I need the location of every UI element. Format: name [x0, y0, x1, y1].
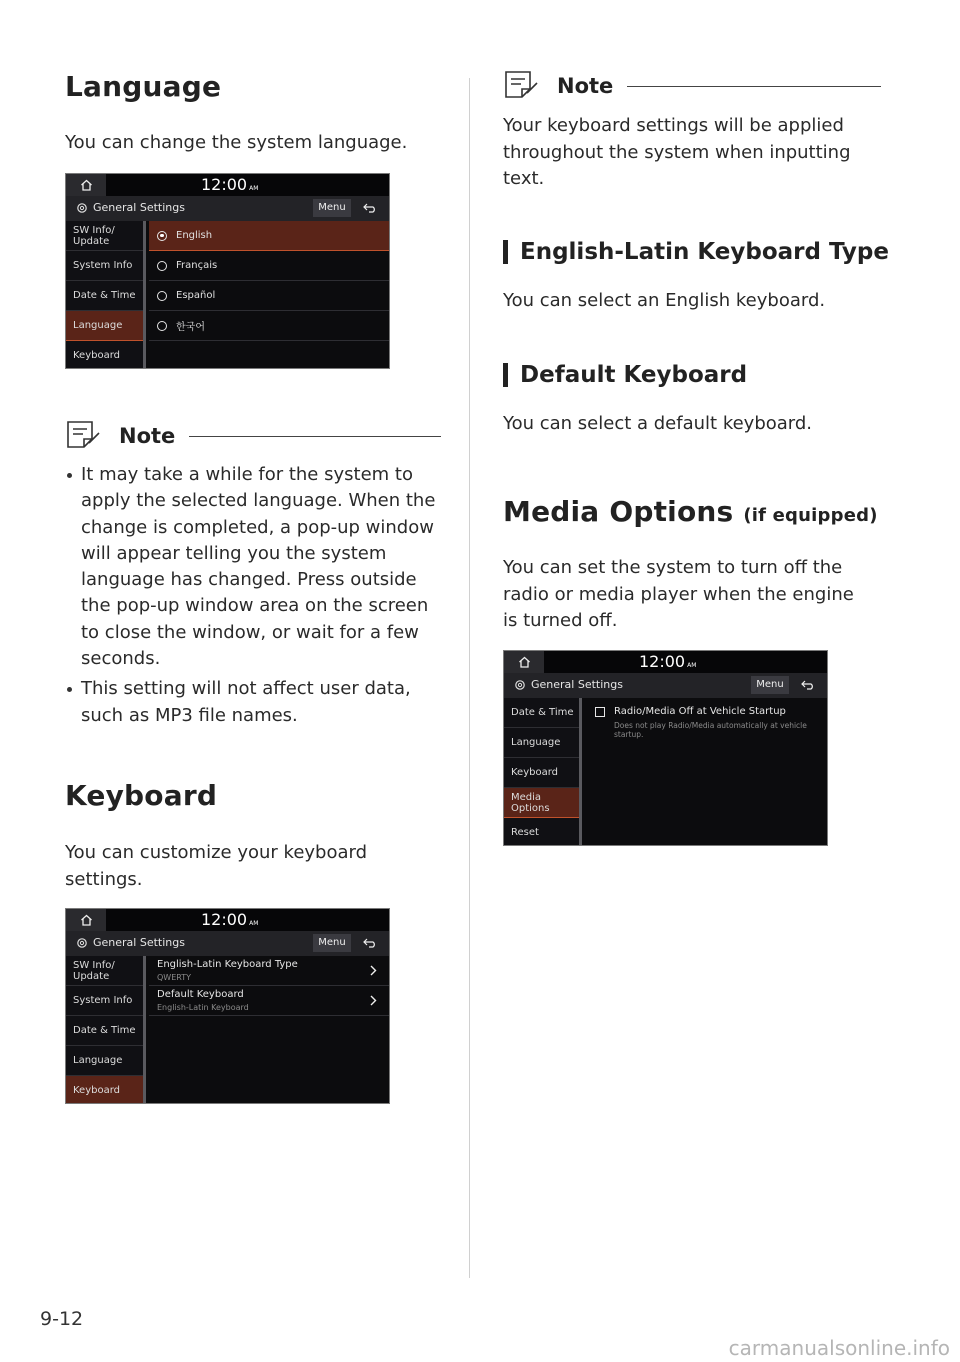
- media-options-list: [585, 698, 828, 846]
- sidebar-item-keyboard[interactable]: Keyboard: [66, 341, 143, 369]
- note-label: Note: [119, 424, 176, 448]
- home-icon: [80, 179, 93, 191]
- heading-bar: [503, 240, 508, 264]
- back-icon: [801, 680, 815, 690]
- screen-title: General Settings: [93, 936, 185, 949]
- sidebar-item-date-time[interactable]: Date & Time: [66, 281, 143, 311]
- screen-title: General Settings: [93, 201, 185, 214]
- chevron-right-icon: [370, 995, 377, 1006]
- radio-icon: [157, 321, 167, 331]
- media-options-heading: Media Options (if equipped): [503, 495, 878, 528]
- language-option-korean[interactable]: 한국어: [149, 311, 390, 341]
- sidebar-item-sw-info[interactable]: SW Info/ Update: [66, 956, 143, 986]
- language-option-spanish[interactable]: Español: [149, 281, 390, 311]
- gear-icon: [76, 937, 88, 949]
- screen-sidebar: [504, 698, 582, 846]
- default-keyboard-body: You can select a default keyboard.: [503, 413, 813, 434]
- sidebar-item-media-options[interactable]: Media Options: [504, 788, 579, 818]
- language-options-list: [149, 221, 390, 369]
- chevron-right-icon: [370, 965, 377, 976]
- keyboard-settings-screen: [65, 908, 390, 1104]
- screen-header: [66, 196, 389, 221]
- radio-icon: [157, 291, 167, 301]
- column-divider: [469, 78, 470, 1278]
- menu-button[interactable]: Menu: [313, 199, 351, 217]
- sidebar-item-sw-info[interactable]: SW Info/ Update: [66, 221, 143, 251]
- sidebar-item-system-info[interactable]: System Info: [66, 251, 143, 281]
- note-icon: [503, 69, 539, 103]
- sidebar-item-date-time[interactable]: Date & Time: [504, 698, 579, 728]
- default-keyboard-heading: Default Keyboard: [503, 362, 747, 388]
- back-button[interactable]: [355, 199, 385, 217]
- heading-bar: [503, 363, 508, 387]
- screen-sidebar: [66, 956, 146, 1104]
- note-body-right: Your keyboard settings will be applied throughout the system when inputting text.: [503, 115, 851, 189]
- media-options-screen: [503, 650, 828, 846]
- language-option-english[interactable]: English: [149, 221, 390, 251]
- screen-sidebar: [66, 221, 146, 369]
- home-button[interactable]: [504, 651, 544, 673]
- menu-button[interactable]: Menu: [313, 934, 351, 952]
- gear-icon: [76, 202, 88, 214]
- screen-header: [66, 931, 389, 956]
- sidebar-item-language[interactable]: Language: [504, 728, 579, 758]
- gear-icon: [514, 679, 526, 691]
- page-number: 9-12: [40, 1308, 84, 1330]
- language-body: You can change the system language.: [65, 132, 408, 153]
- language-heading: Language: [65, 70, 222, 103]
- back-button[interactable]: [355, 934, 385, 952]
- keyboard-body: You can customize your keyboard settings.: [65, 842, 368, 890]
- note-rule: [189, 436, 441, 437]
- home-button[interactable]: [66, 174, 106, 196]
- english-latin-body: You can select an English keyboard.: [503, 290, 826, 311]
- radio-icon: [157, 261, 167, 271]
- note-icon: [65, 419, 101, 453]
- language-option-french[interactable]: Français: [149, 251, 390, 281]
- back-button[interactable]: [793, 676, 823, 694]
- screen-header: [504, 673, 827, 698]
- list-item: It may take a while for the system to apply the selected language. When the change is completed, a pop-up window will appear telling you the system language has changed. Press outside the pop-up window area on the screen to close the window, or wait for a few seconds.: [65, 462, 440, 672]
- sidebar-item-system-info[interactable]: System Info: [66, 986, 143, 1016]
- sidebar-item-date-time[interactable]: Date & Time: [66, 1016, 143, 1046]
- home-icon: [518, 656, 531, 668]
- note-header-left: [65, 419, 441, 453]
- keyboard-options-list: [149, 956, 390, 1104]
- keyboard-heading: Keyboard: [65, 779, 218, 812]
- checkbox[interactable]: [595, 707, 605, 717]
- home-button[interactable]: [66, 909, 106, 931]
- sidebar-item-keyboard[interactable]: Keyboard: [504, 758, 579, 788]
- list-item: This setting will not affect user data, such as MP3 file names.: [65, 676, 440, 729]
- note-bullets-left: [65, 462, 440, 733]
- screen-title: General Settings: [531, 678, 623, 691]
- english-latin-keyboard-type-row[interactable]: English-Latin Keyboard Type QWERTY: [149, 956, 390, 986]
- note-rule: [627, 86, 881, 87]
- back-icon: [363, 938, 377, 948]
- clock: 12:00 AM: [639, 652, 697, 671]
- sidebar-item-language[interactable]: Language: [66, 1046, 143, 1076]
- sidebar-item-keyboard[interactable]: Keyboard: [66, 1076, 143, 1104]
- english-latin-heading: English-Latin Keyboard Type: [503, 239, 889, 265]
- back-icon: [363, 203, 377, 213]
- clock: 12:00 AM: [201, 175, 259, 194]
- watermark: carmanualsonline.info: [728, 1336, 950, 1360]
- sidebar-item-reset[interactable]: Reset: [504, 818, 579, 846]
- media-options-body: You can set the system to turn off the radio or media player when the engine is turned off.: [503, 557, 854, 631]
- note-header-right: [503, 69, 881, 103]
- language-settings-screen: [65, 173, 390, 369]
- default-keyboard-row[interactable]: Default Keyboard English-Latin Keyboard: [149, 986, 390, 1016]
- radio-selected-icon: [157, 231, 167, 241]
- clock: 12:00 AM: [201, 910, 259, 929]
- radio-media-off-option[interactable]: Radio/Media Off at Vehicle Startup Does not play Radio/Media automatically at vehicle startup.: [585, 698, 828, 739]
- note-label: Note: [557, 74, 614, 98]
- home-icon: [80, 914, 93, 926]
- sidebar-item-language[interactable]: Language: [66, 311, 143, 341]
- menu-button[interactable]: Menu: [751, 676, 789, 694]
